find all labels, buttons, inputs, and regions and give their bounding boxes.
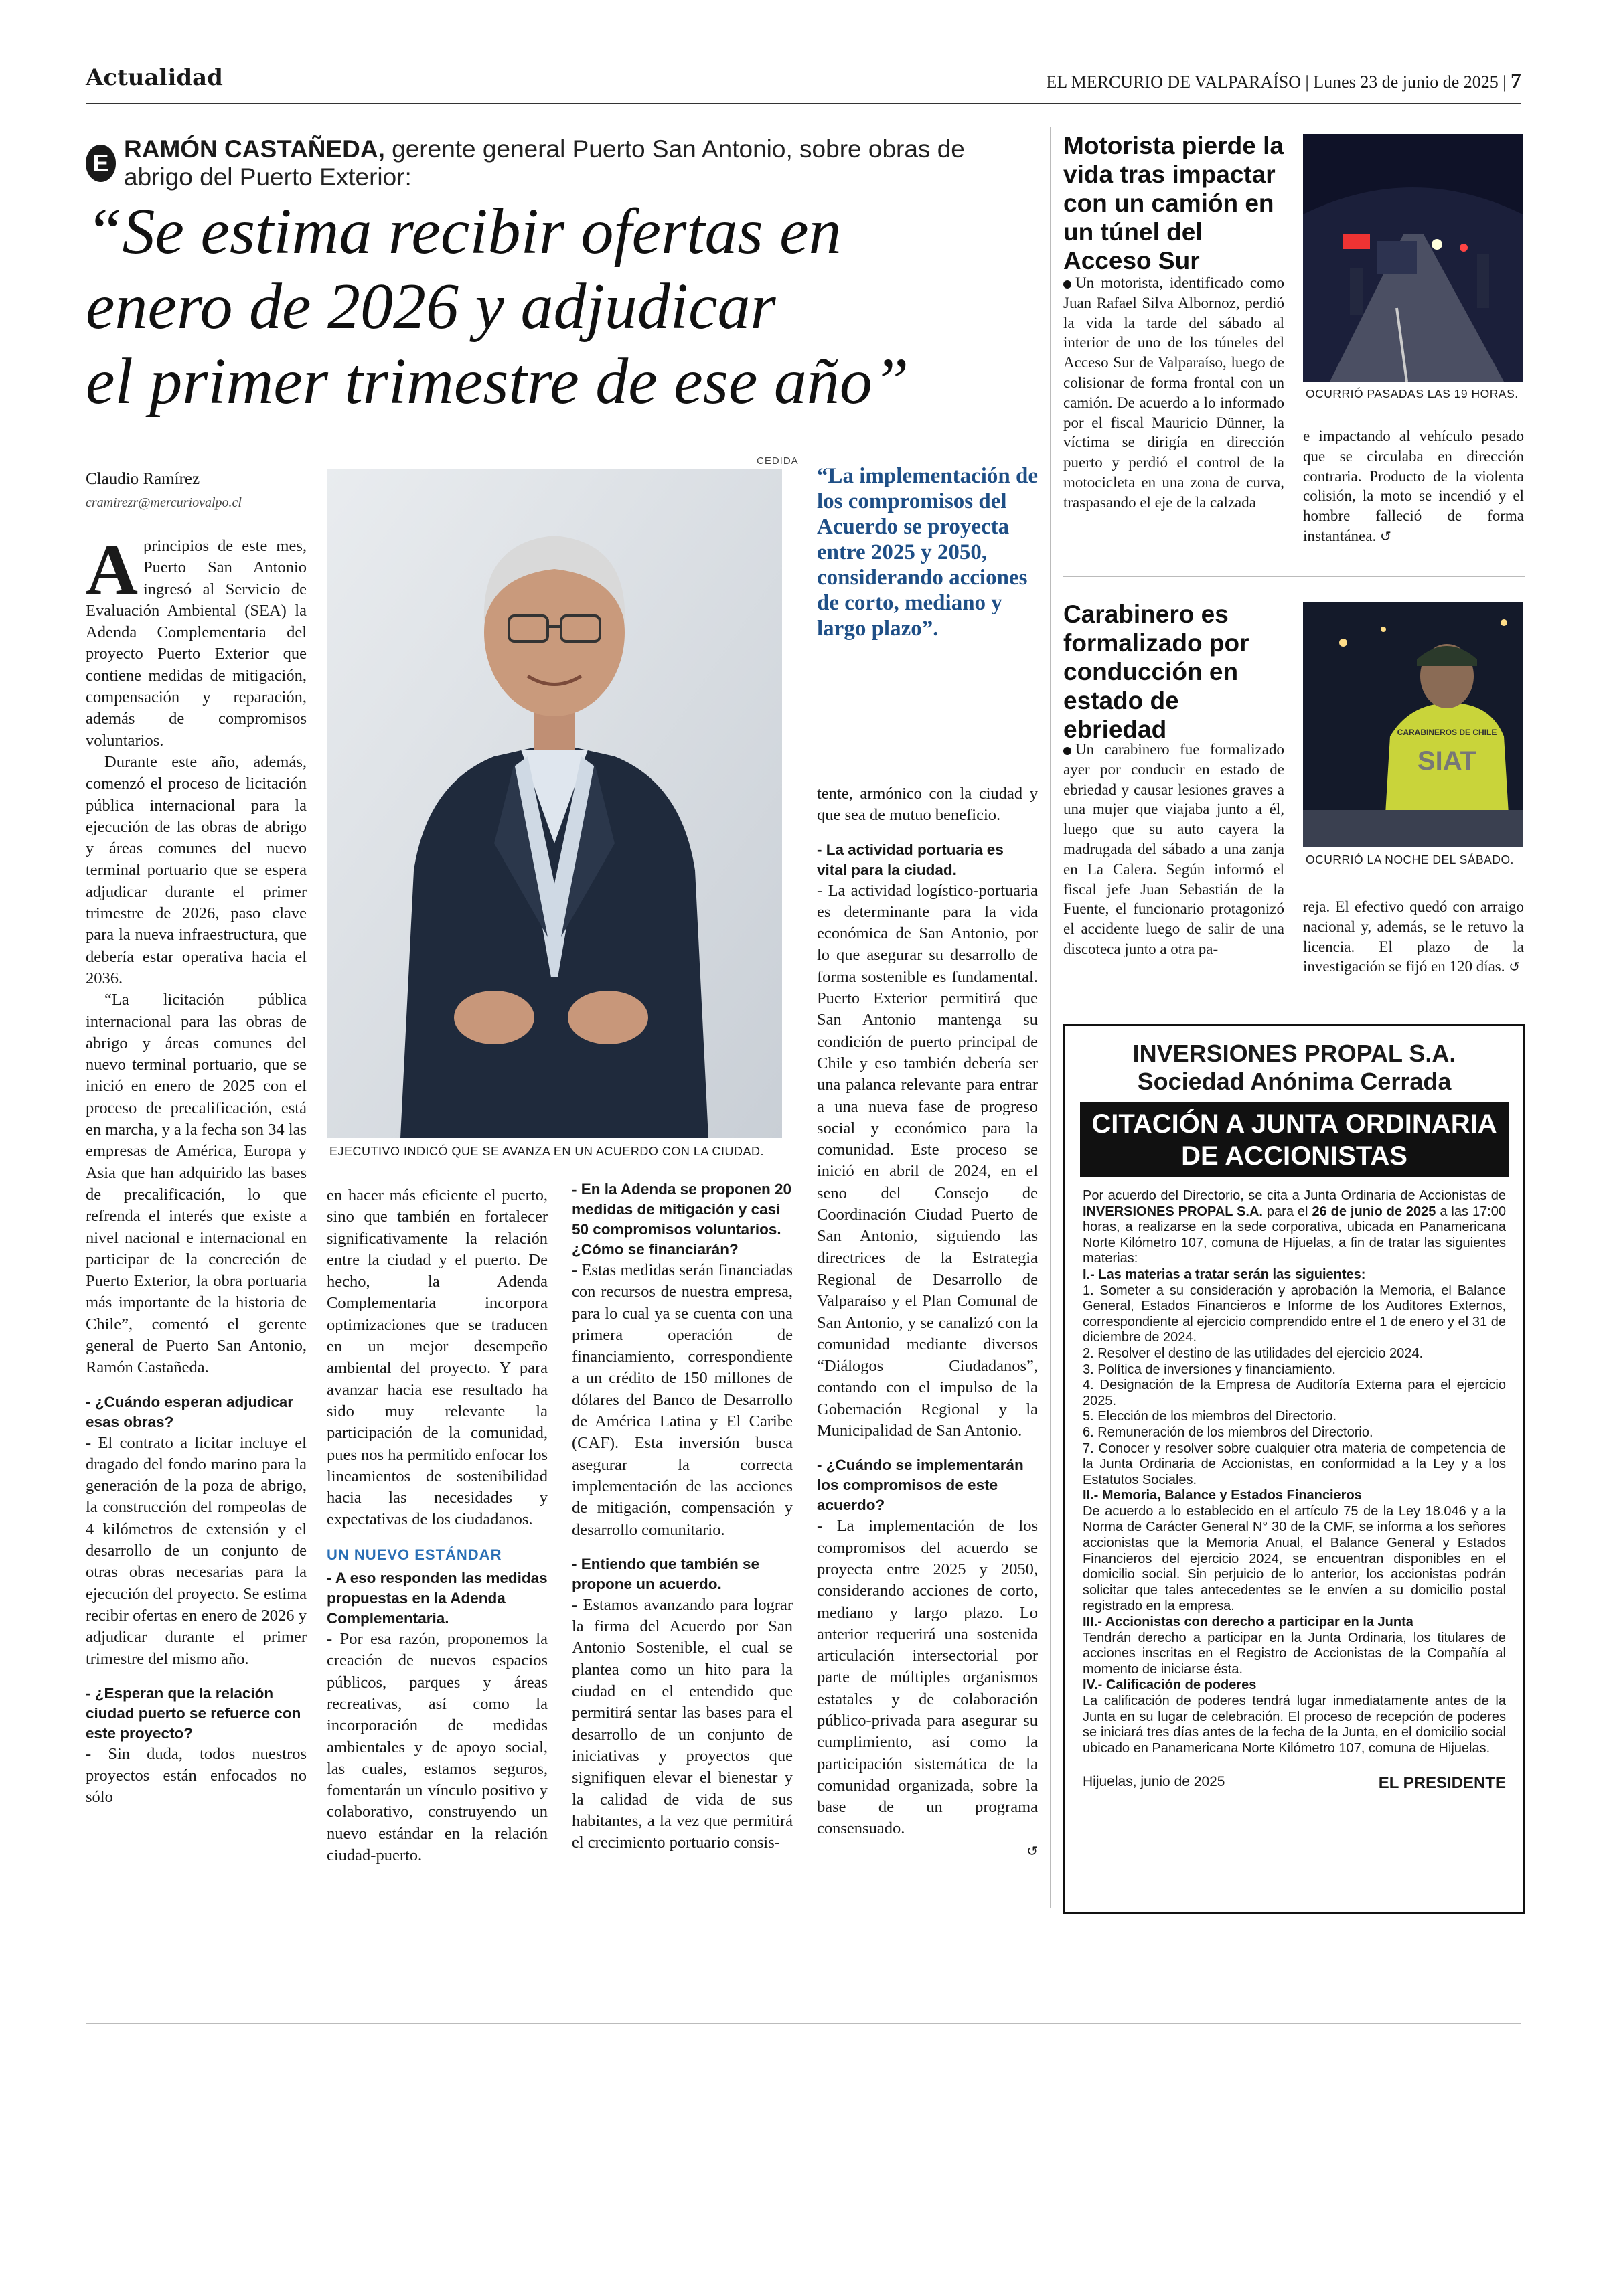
dropcap: A [86, 530, 138, 610]
notice-signature: EL PRESIDENTE [1378, 1774, 1506, 1793]
notice-place-date: Hijuelas, junio de 2025 [1083, 1774, 1225, 1790]
notice-company: INVERSIONES PROPAL S.A. [1132, 1040, 1456, 1067]
notice-body [1083, 1188, 1506, 1756]
executive-portrait [327, 469, 782, 1138]
article-column-1 [86, 530, 307, 1809]
footer-rule [86, 2023, 1521, 2024]
paragraph: tente, armónico con la ciudad y que sea de mutuo beneficio. [817, 785, 1038, 825]
notice-title: CITACIÓN A JUNTA ORDINARIA DE ACCIONISTAS [1080, 1102, 1509, 1177]
agenda-item: 6. Remuneración de los miembros del Directorio. [1083, 1424, 1373, 1440]
interview-answer: - Por esa razón, proponemos la creación de nuevos espacios públicos, parques y áreas recreativas, así como la incorporación de medidas ambientales y de apoyo social, las cuales, estamos seguros, fomentarán un vínculo positivo y colaborativo, construyendo un nuevo estándar en la relación ciudad-puerto. [327, 1630, 548, 1865]
notice-text: INVERSIONES PROPAL S.A. [1083, 1204, 1263, 1219]
pull-quote: “La implementación de los compromisos del Acuerdo se proyecta entre 2025 y 2050, considerando acciones de corto, mediano y largo plazo”. [817, 464, 1038, 641]
notice-text: a las 17:00 horas, a realizarse en la sede corporativa, ubicada en Panamericana Norte Kilómetro 107, comuna de Hijuelas, a fin de tratar las siguientes materias: [1083, 1204, 1506, 1266]
kicker-description: gerente general Puerto San Antonio, sobre obras de abrigo del Puerto Exterior: [124, 135, 965, 191]
subhead: UN NUEVO ESTÁNDAR [327, 1546, 502, 1563]
agenda-item: 5. Elección de los miembros del Directorio. [1083, 1409, 1337, 1424]
interview-answer: - La implementación de los compromisos del acuerdo se proyecta entre 2025 y 2050, considerando acciones de corto, mediano y largo plazo. Lo anterior requerirá una sostenida articulación intersectorial por parte de múltiples organismos estatales y de colaboración público-privada para asegurar su cumplimiento, así como la participación sistemática de la comunidad organizada, sobre la base de un programa consensuado. [817, 1517, 1038, 1838]
agenda-item: 2. Resolver el destino de las utilidades del ejercicio 2024. [1083, 1345, 1424, 1361]
notice-text: para el [1266, 1204, 1308, 1219]
tunnel-accident-photo [1303, 134, 1523, 382]
notice-text: De acuerdo a lo establecido en el artículo 75 de la Ley 18.046 y a la Norma de Carácter General N° 30 de la CMF, se informa a los señores accionistas que la Memoria Anual, el Balance General y Estados Financieros del ejercicio 2024, se encuentran disponibles en el domicilio social. Sin perjuicio de lo anterior, los accionistas podrán solicitar que tales antecedentes se le envíen a su domicilio postal registrado en la empresa. [1083, 1503, 1506, 1614]
end-mark-icon: ↺ [1509, 959, 1521, 975]
brief-paragraph: Un carabinero fue formalizado ayer por conducir en estado de ebriedad y causar lesiones graves a una mujer que viajaba junto a él, luego que su auto cayera la madrugada del sábado a una zanja en La Calera. Según informó el fiscal jefe Juan Sebastián de la Fuente, el funcionario protagonizó el accidente luego de salir de una discoteca junto a otra pa- [1063, 741, 1284, 957]
interview-answer: - La actividad logístico-portuaria es determinante para la vida económica de San Antonio, por lo que asegurar su desarrollo de forma sostenible es fundamental. Puerto Exterior permitirá que San Antonio mantenga su condición de puerto principal de Chile y eso también debería ser una palanca relevante para entrar a una nueva fase de progreso social y económico para la comunidad. Este proceso se inició en abril de 2024, en el seno del Consejo de Coordinación Ciudad Puerto de San Antonio, siguiendo las directrices de la Estrategia Regional de Desarrollo de Valparaíso y el Plan Comunal de San Antonio, y se canalizó con la comunidad mediante diversos “Diálogos Ciudadanos”, contando con el impulso de la Gobernación Regional y la Municipalidad de San Antonio. [817, 881, 1038, 1441]
shareholders-meeting-notice [1063, 1024, 1525, 1914]
notice-section-heading: III.- Accionistas con derecho a participar en la Junta [1083, 1615, 1413, 1630]
interview-answer: - Estamos avanzando para lograr la firma del Acuerdo por San Antonio Sostenible, el cual se plantea como un hito para la ciudad en el entendido que permitirá sentar las bases para el desarrollo de un conjunto de iniciativas y proyectos que signifiquen elevar el bienestar y la calidad de vida de sus habitantes, a la vez que permitirá el crecimiento portuario consis- [572, 1595, 793, 1852]
brief-text-continued [1303, 426, 1524, 547]
agenda-item: 4. Designación de la Empresa de Auditoría Externa para el ejercicio 2025. [1083, 1378, 1506, 1408]
notice-section-heading: II.- Memoria, Balance y Estados Financieros [1083, 1488, 1362, 1503]
issue-date: Lunes 23 de junio de 2025 [1313, 72, 1499, 92]
notice-footer [1083, 1774, 1506, 1793]
brief-divider [1063, 576, 1525, 577]
folio: EL MERCURIO DE VALPARAÍSO | Lunes 23 de junio de 2025 | 7 [1046, 68, 1521, 92]
end-mark-icon: ↺ [1379, 527, 1391, 544]
section-title: Actualidad [86, 64, 223, 91]
notice-section-heading: I.- Las materias a tratar serán las siguientes: [1083, 1266, 1366, 1282]
notice-section-heading: IV.- Calificación de poderes [1083, 1677, 1257, 1693]
notice-text: Por acuerdo del Directorio, se cita a Junta Ordinaria de Accionistas de [1083, 1188, 1506, 1203]
interview-question: - En la Adenda se proponen 20 medidas de mitigación y casi 50 compromisos voluntarios. ¿Cómo se financiarán? [572, 1181, 791, 1258]
notice-company-type: Sociedad Anónima Cerrada [1137, 1068, 1452, 1095]
notice-text: La calificación de poderes tendrá lugar inmediatamente antes de la Junta en su lugar de celebración. El proceso de recepción de poderes se iniciará tres días antes de la fecha de la Junta, en el domicilio social ubicado en Panamericana Norte Kilómetro 107, comuna de Hijuelas. [1083, 1694, 1506, 1756]
photo-caption: OCURRIÓ PASADAS LAS 19 HORAS. [1306, 387, 1519, 400]
paragraph: “La licitación pública internacional para las obras de abrigo y áreas comunes del nuevo terminal portuario, que se inició en enero de 2025 con el proceso de precalificación, está en marcha, y a la fecha son 34 las empresas de América, Europa y Asia que han adquirido las bases de precalificación, lo que refrenda el interés que existe a nivel nacional e internacional en participar de la concreción de Puerto Exterior, la obra portuaria más importante de la historia de Chile”, comentó el gerente general de Puerto San Antonio, Ramón Castañeda. [86, 991, 307, 1377]
brief-paragraph: reja. El efectivo quedó con arraigo nacional y, además, se le retuvo la licencia. El plazo de la investigación se fijó en 120 días. [1303, 898, 1524, 975]
end-mark-icon: ↺ [1026, 1842, 1038, 1859]
agenda-item: 1. Someter a su consideración y aprobación la Memoria, el Balance General, Estados Financieros e Informe de los Auditores Externos, correspondiente al ejercicio comprendido entre el 1 de enero y el 31 de diciembre de 2024. [1083, 1283, 1506, 1345]
interview-answer: - Estas medidas serán financiadas con recursos de nuestra empresa, para lo cual ya se cuenta con una primera operación de financiamiento, correspondiente a un crédito de 150 millones de dólares del Banco de Desarrollo de América Latina y El Caribe (CAF). Esta inversión busca asegurar la correcta implementación de las acciones de mitigación, compensación y desarrollo comunitario. [572, 1261, 793, 1539]
entrevista-badge: E [86, 145, 116, 182]
bullet-icon [1063, 747, 1071, 755]
paragraph: Durante este año, además, comenzó el proceso de licitación pública internacional para la ejecución de las obras de abrigo y áreas comunes del nuevo terminal portuario que se espera adjudicar durante el primer trimestre de 2026, paso clave para la nueva infraestructura, que debería estar operativa hacia el 2036. [86, 752, 307, 987]
paragraph: en hacer más eficiente el puerto, sino que también en fortalecer significativamente la relación entre la ciudad y el puerto. De hecho, la Adenda Complementaria incorpora optimizaciones que se traducen en un mejor desempeño ambiental del proyecto. Y para avanzar hacia ese resultado ha sido muy relevante la participación de la comunidad, pues nos ha permitido enfocar los lineamientos de sostenibilidad hacia las necesidades y expectativas de los ciudadanos. [327, 1186, 548, 1529]
article-column-3 [572, 1179, 793, 1854]
brief-text-continued [1303, 897, 1524, 977]
author-byline: Claudio Ramírez [86, 470, 200, 488]
brief-text [1063, 740, 1284, 959]
interview-question: - ¿Cuándo se implementarán los compromisos de este acuerdo? [817, 1457, 1024, 1514]
sidebar-divider [1050, 127, 1051, 1908]
page-number: 7 [1511, 68, 1521, 92]
interview-question: - La actividad portuaria es vital para la ciudad. [817, 841, 1004, 878]
bullet-icon [1063, 280, 1071, 289]
interview-question: - ¿Esperan que la relación ciudad puerto se refuerce con este proyecto? [86, 1684, 301, 1742]
brief-headline: Motorista pierde la vida tras impactar con un camión en un túnel del Acceso Sur [1063, 132, 1284, 274]
interview-answer: - El contrato a licitar incluye el dragado del fondo marino para la generación de la poza de abrigo, la construcción del rompeolas de 4 kilómetros de extensión y el desarrollo de un conjunto de otras obras necesarias para la ejecución del proyecto. Se estima recibir ofertas en enero de 2026 y adjudicar durante el primer trimestre del mismo año. [86, 1433, 307, 1668]
photo-caption: EJECUTIVO INDICÓ QUE SE AVANZA EN UN ACUERDO CON LA CIUDAD. [329, 1145, 764, 1158]
headline-line: “Se estima recibir ofertas en [86, 195, 842, 268]
article-column-2 [327, 1185, 548, 1866]
header-rule [86, 103, 1521, 104]
vest-text: SIAT [1417, 746, 1477, 776]
paragraph: principios de este mes, Puerto San Antonio ingresó al Servicio de Evaluación Ambiental (SEA) la Adenda Complementaria del proyecto Puerto Exterior que contiene medidas de mitigación, compensación y reparación, además de compromisos voluntarios. [86, 537, 307, 750]
headline [86, 194, 1037, 419]
headline-line: el primer trimestre de ese año” [86, 345, 909, 418]
publication-name: EL MERCURIO DE VALPARAÍSO [1046, 72, 1301, 92]
brief-text [1063, 273, 1284, 513]
article-column-4 [817, 783, 1038, 1862]
interview-question: - A eso responden las medidas propuestas en la Adenda Complementaria. [327, 1570, 548, 1627]
interview-question: - ¿Cuándo esperan adjudicar esas obras? [86, 1393, 294, 1430]
photo-caption: OCURRIÓ LA NOCHE DEL SÁBADO. [1306, 853, 1514, 866]
headline-line: enero de 2026 y adjudicar [86, 270, 776, 343]
kicker-name: RAMÓN CASTAÑEDA, [124, 135, 385, 163]
kicker [86, 135, 1037, 191]
photo-credit: CEDIDA [757, 455, 799, 467]
brief-paragraph: Un motorista, identificado como Juan Rafael Silva Albornoz, perdió la vida la tarde del sábado al interior de uno de los túneles del Acceso Sur de Valparaíso, luego de colisionar de forma frontal con un camión. De acuerdo a lo informado por el fiscal Mauricio Dünner, la víctima se dirigía en dirección puerto y perdió el control de la motocicleta en una zona de curva, traspasando el eje de la calzada [1063, 274, 1284, 511]
agenda-item: 7. Conocer y resolver sobre cualquier otra materia de competencia de la Junta Ordinaria de Accionistas, en conformidad a la Ley y a los Estatutos Sociales. [1083, 1441, 1506, 1487]
police-officer-photo [1303, 602, 1523, 847]
notice-text: 26 de junio de 2025 [1312, 1204, 1436, 1219]
author-email[interactable]: cramirezr@mercuriovalpo.cl [86, 495, 242, 510]
brief-paragraph: e impactando al vehículo pesado que se circulaba en dirección contraria. Producto de la violenta colisión, la moto se incendió y el hombre falleció de forma instantánea. [1303, 428, 1524, 544]
brief-headline: Carabinero es formalizado por conducción en estado de ebriedad [1063, 600, 1249, 743]
vest-label: CARABINEROS DE CHILE [1397, 728, 1497, 737]
interview-answer: - Sin duda, todos nuestros proyectos están enfocados no sólo [86, 1744, 307, 1807]
interview-question: - Entiendo que también se propone un acuerdo. [572, 1555, 760, 1592]
notice-text: Tendrán derecho a participar en la Junta Ordinaria, los titulares de acciones inscritas en el Registro de Accionistas de la Compañía al momento de iniciarse ésta. [1083, 1630, 1506, 1677]
agenda-item: 3. Política de inversiones y financiamiento. [1083, 1362, 1336, 1377]
